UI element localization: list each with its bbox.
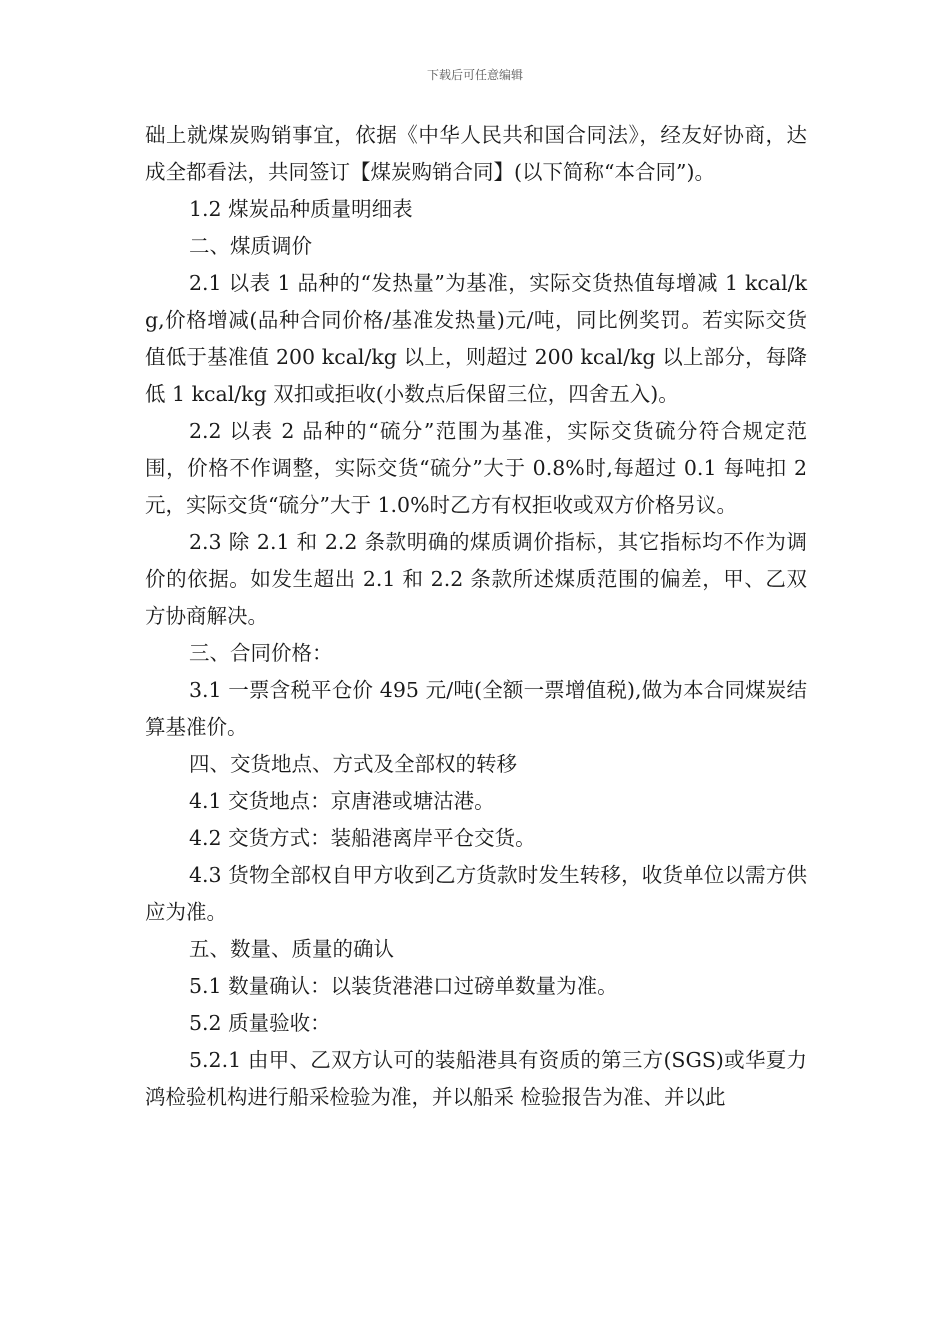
section-heading-4: 四、交货地点、方式及全部权的转移 — [189, 752, 517, 776]
section-heading-3: 三、合同价格： — [189, 641, 333, 665]
clause-5-1: 5.1 数量确认：以装货港港口过磅单数量为准。 — [189, 974, 618, 998]
clause-2-3: 2.3 除 2.1 和 2.2 条款明确的煤质调价指标，其它指标均不作为调价的依据。如发生超出 2.1 和 2.2 条款所述煤质范围的偏差，甲、乙双方协商解决。 — [145, 530, 807, 628]
clause-4-1: 4.1 交货地点：京唐港或塘沽港。 — [189, 789, 495, 813]
clause-2-2: 2.2 以表 2 品种的“硫分”范围为基准，实际交货硫分符合规定范围，价格不作调整，实际交货“硫分”大于 0.8%时,每超过 0.1 每吨扣 2 元，实际交货“硫分”大于 1.0%时乙方有权拒收或双方价格另议。 — [145, 419, 807, 517]
section-heading-2: 二、煤质调价 — [189, 234, 312, 258]
paragraph-intro: 础上就煤炭购销事宜，依据《中华人民共和国合同法》，经友好协商，达成全都看法，共同签订【煤炭购销合同】(以下简称“本合同”)。 — [145, 123, 807, 184]
clause-5-2: 5.2 质量验收： — [189, 1011, 331, 1035]
clause-5-2-1: 5.2.1 由甲、乙双方认可的装船港具有资质的第三方(SGS)或华夏力鸿检验机构进行船采检验为准，并以船采 检验报告为准、并以此 — [145, 1048, 807, 1109]
clause-3-1: 3.1 一票含税平仓价 495 元/吨(全额一票增值税),做为本合同煤炭结算基准价。 — [145, 678, 807, 739]
clause-4-3: 4.3 货物全部权自甲方收到乙方货款时发生转移，收货单位以需方供应为准。 — [145, 863, 807, 924]
clause-4-2: 4.2 交货方式：装船港离岸平仓交货。 — [189, 826, 536, 850]
paragraph-1-2-table-title: 1.2 煤炭品种质量明细表 — [189, 197, 413, 221]
section-heading-5: 五、数量、质量的确认 — [189, 937, 394, 961]
document-body — [145, 117, 807, 1116]
clause-2-1: 2.1 以表 1 品种的“发热量”为基准，实际交货热值每增减 1 kcal/kg,价格增减(品种合同价格/基准发热量)元/吨，同比例奖罚。若实际交货值低于基准值 200 kcal/kg 以上，则超过 200 kcal/kg 以上部分，每降低 1 kcal/kg 双扣或拒收(小数点后保留三位，四舍五入)。 — [145, 271, 807, 406]
page-header: 下载后可任意编辑 — [426, 68, 523, 82]
